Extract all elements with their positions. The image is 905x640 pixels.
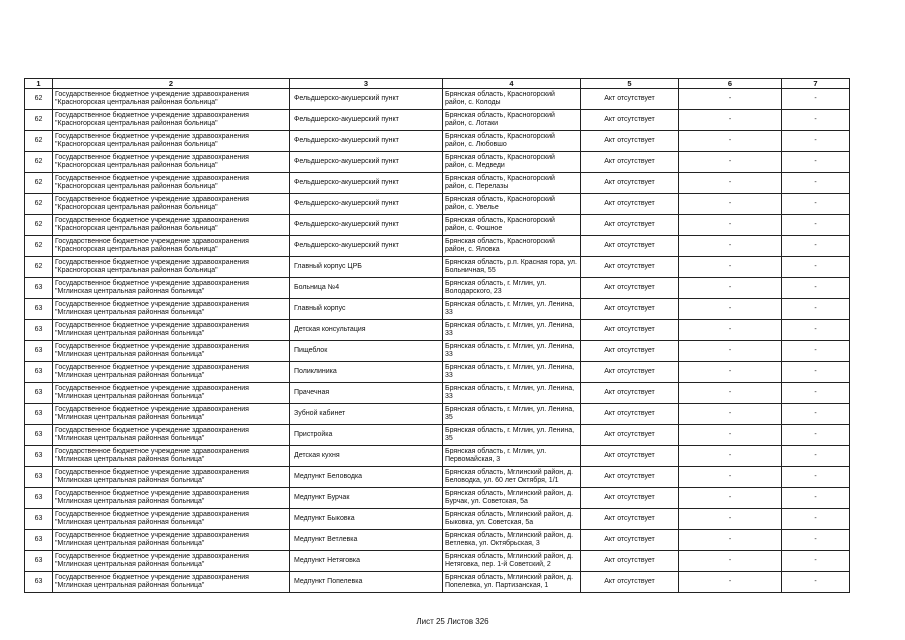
column-6-cell: -: [679, 299, 782, 320]
column-6-cell: -: [679, 488, 782, 509]
organization-cell: Государственное бюджетное учреждение здравоохранения "Мглинская центральная районная больница": [53, 404, 290, 425]
table-row: [25, 404, 850, 425]
address-cell: Брянская область, р.п. Красная гора, ул. Больничная, 55: [443, 257, 581, 278]
table-row: [25, 551, 850, 572]
row-number-cell: 63: [25, 488, 53, 509]
address-cell: Брянская область, г. Мглин, ул. Ленина, 33: [443, 320, 581, 341]
object-name-cell: Медпункт Нетяговка: [290, 551, 443, 572]
act-status-cell: Акт отсутствует: [581, 488, 679, 509]
act-status-cell: Акт отсутствует: [581, 257, 679, 278]
table-row: [25, 383, 850, 404]
column-6-cell: -: [679, 362, 782, 383]
row-number-cell: 63: [25, 425, 53, 446]
address-cell: Брянская область, Мглинский район, д. Ветлевка, ул. Октябрьская, 3: [443, 530, 581, 551]
organization-cell: Государственное бюджетное учреждение здравоохранения "Красногорская центральная районная больница": [53, 257, 290, 278]
object-name-cell: Фельдшерско-акушерский пункт: [290, 215, 443, 236]
row-number-cell: 62: [25, 131, 53, 152]
column-6-cell: -: [679, 467, 782, 488]
header-cell-3: 3: [290, 79, 443, 89]
row-number-cell: 63: [25, 341, 53, 362]
table-row: [25, 530, 850, 551]
table-row: [25, 257, 850, 278]
row-number-cell: 63: [25, 362, 53, 383]
column-7-cell: -: [782, 572, 850, 593]
organization-cell: Государственное бюджетное учреждение здравоохранения "Мглинская центральная районная больница": [53, 488, 290, 509]
act-status-cell: Акт отсутствует: [581, 341, 679, 362]
column-7-cell: -: [782, 110, 850, 131]
act-status-cell: Акт отсутствует: [581, 152, 679, 173]
row-number-cell: 62: [25, 110, 53, 131]
address-cell: Брянская область, г. Мглин, ул. Ленина, 35: [443, 425, 581, 446]
row-number-cell: 62: [25, 257, 53, 278]
act-status-cell: Акт отсутствует: [581, 425, 679, 446]
column-7-cell: -: [782, 488, 850, 509]
act-status-cell: Акт отсутствует: [581, 236, 679, 257]
header-cell-1: 1: [25, 79, 53, 89]
object-name-cell: Пищеблок: [290, 341, 443, 362]
column-6-cell: -: [679, 257, 782, 278]
column-6-cell: -: [679, 131, 782, 152]
address-cell: Брянская область, г. Мглин, ул. Ленина, 33: [443, 383, 581, 404]
address-cell: Брянская область, Красногорский район, с. Медведи: [443, 152, 581, 173]
act-status-cell: Акт отсутствует: [581, 299, 679, 320]
header-cell-7: 7: [782, 79, 850, 89]
address-cell: Брянская область, Мглинский район, д. Попелевка, ул. Партизанская, 1: [443, 572, 581, 593]
object-name-cell: Детская кухня: [290, 446, 443, 467]
address-cell: Брянская область, г. Мглин, ул. Ленина, 33: [443, 299, 581, 320]
column-7-cell: -: [782, 320, 850, 341]
organization-cell: Государственное бюджетное учреждение здравоохранения "Мглинская центральная районная больница": [53, 509, 290, 530]
column-7-cell: -: [782, 278, 850, 299]
address-cell: Брянская область, Красногорский район, с. Любовшо: [443, 131, 581, 152]
object-name-cell: Прачечная: [290, 383, 443, 404]
column-6-cell: -: [679, 572, 782, 593]
table-row: [25, 152, 850, 173]
column-6-cell: -: [679, 110, 782, 131]
row-number-cell: 63: [25, 530, 53, 551]
address-cell: Брянская область, г. Мглин, ул. Ленина, 33: [443, 362, 581, 383]
row-number-cell: 63: [25, 572, 53, 593]
column-7-cell: -: [782, 509, 850, 530]
header-cell-6: 6: [679, 79, 782, 89]
column-6-cell: -: [679, 278, 782, 299]
column-7-cell: -: [782, 257, 850, 278]
act-status-cell: Акт отсутствует: [581, 509, 679, 530]
column-6-cell: -: [679, 530, 782, 551]
table-row: [25, 110, 850, 131]
address-cell: Брянская область, Красногорский район, с. Яловка: [443, 236, 581, 257]
header-cell-5: 5: [581, 79, 679, 89]
column-6-cell: -: [679, 383, 782, 404]
column-7-cell: -: [782, 425, 850, 446]
column-7-cell: -: [782, 362, 850, 383]
act-status-cell: Акт отсутствует: [581, 110, 679, 131]
table-body: [25, 89, 850, 593]
registry-table: [24, 78, 850, 593]
column-7-cell: -: [782, 404, 850, 425]
address-cell: Брянская область, Красногорский район, с. Фошное: [443, 215, 581, 236]
organization-cell: Государственное бюджетное учреждение здравоохранения "Мглинская центральная районная больница": [53, 320, 290, 341]
organization-cell: Государственное бюджетное учреждение здравоохранения "Красногорская центральная районная больница": [53, 194, 290, 215]
organization-cell: Государственное бюджетное учреждение здравоохранения "Мглинская центральная районная больница": [53, 278, 290, 299]
organization-cell: Государственное бюджетное учреждение здравоохранения "Красногорская центральная районная больница": [53, 152, 290, 173]
row-number-cell: 63: [25, 404, 53, 425]
act-status-cell: Акт отсутствует: [581, 572, 679, 593]
act-status-cell: Акт отсутствует: [581, 446, 679, 467]
row-number-cell: 62: [25, 152, 53, 173]
organization-cell: Государственное бюджетное учреждение здравоохранения "Мглинская центральная районная больница": [53, 425, 290, 446]
column-7-cell: -: [782, 467, 850, 488]
organization-cell: Государственное бюджетное учреждение здравоохранения "Мглинская центральная районная больница": [53, 341, 290, 362]
header-cell-4: 4: [443, 79, 581, 89]
address-cell: Брянская область, Красногорский район, с. Колоды: [443, 89, 581, 110]
act-status-cell: Акт отсутствует: [581, 131, 679, 152]
column-7-cell: -: [782, 131, 850, 152]
table-row: [25, 299, 850, 320]
column-7-cell: -: [782, 89, 850, 110]
table-row: [25, 509, 850, 530]
column-7-cell: -: [782, 383, 850, 404]
column-7-cell: -: [782, 341, 850, 362]
act-status-cell: Акт отсутствует: [581, 89, 679, 110]
address-cell: Брянская область, г. Мглин, ул. Ленина, 33: [443, 341, 581, 362]
act-status-cell: Акт отсутствует: [581, 320, 679, 341]
act-status-cell: Акт отсутствует: [581, 362, 679, 383]
row-number-cell: 62: [25, 89, 53, 110]
column-7-cell: -: [782, 446, 850, 467]
object-name-cell: Пристройка: [290, 425, 443, 446]
object-name-cell: Фельдшерско-акушерский пункт: [290, 194, 443, 215]
address-cell: Брянская область, Мглинский район, д. Нетяговка, пер. 1-й Советский, 2: [443, 551, 581, 572]
column-6-cell: -: [679, 320, 782, 341]
act-status-cell: Акт отсутствует: [581, 173, 679, 194]
row-number-cell: 63: [25, 320, 53, 341]
organization-cell: Государственное бюджетное учреждение здравоохранения "Мглинская центральная районная больница": [53, 383, 290, 404]
table-row: [25, 215, 850, 236]
table-row: [25, 194, 850, 215]
column-6-cell: -: [679, 215, 782, 236]
organization-cell: Государственное бюджетное учреждение здравоохранения "Мглинская центральная районная больница": [53, 572, 290, 593]
address-cell: Брянская область, Мглинский район, д. Беловодка, ул. 60 лет Октября, 1/1: [443, 467, 581, 488]
object-name-cell: Фельдшерско-акушерский пункт: [290, 173, 443, 194]
act-status-cell: Акт отсутствует: [581, 194, 679, 215]
table-row: [25, 362, 850, 383]
column-6-cell: -: [679, 194, 782, 215]
table-row: [25, 488, 850, 509]
object-name-cell: Зубной кабинет: [290, 404, 443, 425]
organization-cell: Государственное бюджетное учреждение здравоохранения "Мглинская центральная районная больница": [53, 362, 290, 383]
column-7-cell: -: [782, 194, 850, 215]
row-number-cell: 62: [25, 173, 53, 194]
organization-cell: Государственное бюджетное учреждение здравоохранения "Мглинская центральная районная больница": [53, 446, 290, 467]
column-6-cell: -: [679, 404, 782, 425]
table-row: [25, 173, 850, 194]
address-cell: Брянская область, Красногорский район, с. Перелазы: [443, 173, 581, 194]
column-7-cell: -: [782, 152, 850, 173]
address-cell: Брянская область, Красногорский район, с. Увелье: [443, 194, 581, 215]
object-name-cell: Детская консультация: [290, 320, 443, 341]
column-6-cell: -: [679, 89, 782, 110]
act-status-cell: Акт отсутствует: [581, 530, 679, 551]
table-row: [25, 131, 850, 152]
address-cell: Брянская область, Мглинский район, д. Быковка, ул. Советская, 5а: [443, 509, 581, 530]
page-footer: Лист 25 Листов 326: [416, 617, 489, 626]
address-cell: Брянская область, Мглинский район, д. Бурчак, ул. Советская, 5а: [443, 488, 581, 509]
address-cell: Брянская область, г. Мглин, ул. Ленина, 35: [443, 404, 581, 425]
address-cell: Брянская область, Красногорский район, с. Лотаки: [443, 110, 581, 131]
column-7-cell: -: [782, 299, 850, 320]
organization-cell: Государственное бюджетное учреждение здравоохранения "Красногорская центральная районная больница": [53, 89, 290, 110]
column-6-cell: -: [679, 551, 782, 572]
act-status-cell: Акт отсутствует: [581, 383, 679, 404]
organization-cell: Государственное бюджетное учреждение здравоохранения "Мглинская центральная районная больница": [53, 530, 290, 551]
column-7-cell: -: [782, 530, 850, 551]
table-row: [25, 320, 850, 341]
column-6-cell: -: [679, 446, 782, 467]
column-6-cell: -: [679, 173, 782, 194]
row-number-cell: 63: [25, 446, 53, 467]
object-name-cell: Медпункт Беловодка: [290, 467, 443, 488]
act-status-cell: Акт отсутствует: [581, 404, 679, 425]
object-name-cell: Фельдшерско-акушерский пункт: [290, 152, 443, 173]
header-cell-2: 2: [53, 79, 290, 89]
column-7-cell: -: [782, 551, 850, 572]
organization-cell: Государственное бюджетное учреждение здравоохранения "Красногорская центральная районная больница": [53, 131, 290, 152]
organization-cell: Государственное бюджетное учреждение здравоохранения "Красногорская центральная районная больница": [53, 173, 290, 194]
object-name-cell: Поликлиника: [290, 362, 443, 383]
row-number-cell: 63: [25, 509, 53, 530]
table-row: [25, 467, 850, 488]
object-name-cell: Фельдшерско-акушерский пункт: [290, 89, 443, 110]
object-name-cell: Главный корпус: [290, 299, 443, 320]
organization-cell: Государственное бюджетное учреждение здравоохранения "Красногорская центральная районная больница": [53, 215, 290, 236]
act-status-cell: Акт отсутствует: [581, 467, 679, 488]
object-name-cell: Фельдшерско-акушерский пункт: [290, 110, 443, 131]
row-number-cell: 63: [25, 278, 53, 299]
object-name-cell: Медпункт Ветлевка: [290, 530, 443, 551]
organization-cell: Государственное бюджетное учреждение здравоохранения "Красногорская центральная районная больница": [53, 110, 290, 131]
organization-cell: Государственное бюджетное учреждение здравоохранения "Красногорская центральная районная больница": [53, 236, 290, 257]
column-6-cell: -: [679, 152, 782, 173]
table-header: [25, 79, 850, 89]
object-name-cell: Медпункт Попелевка: [290, 572, 443, 593]
row-number-cell: 62: [25, 215, 53, 236]
act-status-cell: Акт отсутствует: [581, 215, 679, 236]
row-number-cell: 63: [25, 467, 53, 488]
table-row: [25, 572, 850, 593]
column-6-cell: -: [679, 425, 782, 446]
object-name-cell: Главный корпус ЦРБ: [290, 257, 443, 278]
column-6-cell: -: [679, 341, 782, 362]
table-row: [25, 425, 850, 446]
row-number-cell: 63: [25, 551, 53, 572]
table-row: [25, 89, 850, 110]
object-name-cell: Фельдшерско-акушерский пункт: [290, 236, 443, 257]
act-status-cell: Акт отсутствует: [581, 278, 679, 299]
table-row: [25, 446, 850, 467]
address-cell: Брянская область, г. Мглин, ул. Володарского, 23: [443, 278, 581, 299]
column-7-cell: -: [782, 236, 850, 257]
act-status-cell: Акт отсутствует: [581, 551, 679, 572]
row-number-cell: 63: [25, 383, 53, 404]
address-cell: Брянская область, г. Мглин, ул. Первомайская, 3: [443, 446, 581, 467]
object-name-cell: Медпункт Быковка: [290, 509, 443, 530]
row-number-cell: 62: [25, 236, 53, 257]
table-row: [25, 278, 850, 299]
column-7-cell: -: [782, 215, 850, 236]
object-name-cell: Медпункт Бурчак: [290, 488, 443, 509]
column-6-cell: -: [679, 509, 782, 530]
column-6-cell: -: [679, 236, 782, 257]
table-row: [25, 341, 850, 362]
object-name-cell: Больница №4: [290, 278, 443, 299]
table-row: [25, 236, 850, 257]
organization-cell: Государственное бюджетное учреждение здравоохранения "Мглинская центральная районная больница": [53, 299, 290, 320]
column-7-cell: -: [782, 173, 850, 194]
organization-cell: Государственное бюджетное учреждение здравоохранения "Мглинская центральная районная больница": [53, 467, 290, 488]
row-number-cell: 63: [25, 299, 53, 320]
object-name-cell: Фельдшерско-акушерский пункт: [290, 131, 443, 152]
row-number-cell: 62: [25, 194, 53, 215]
organization-cell: Государственное бюджетное учреждение здравоохранения "Мглинская центральная районная больница": [53, 551, 290, 572]
